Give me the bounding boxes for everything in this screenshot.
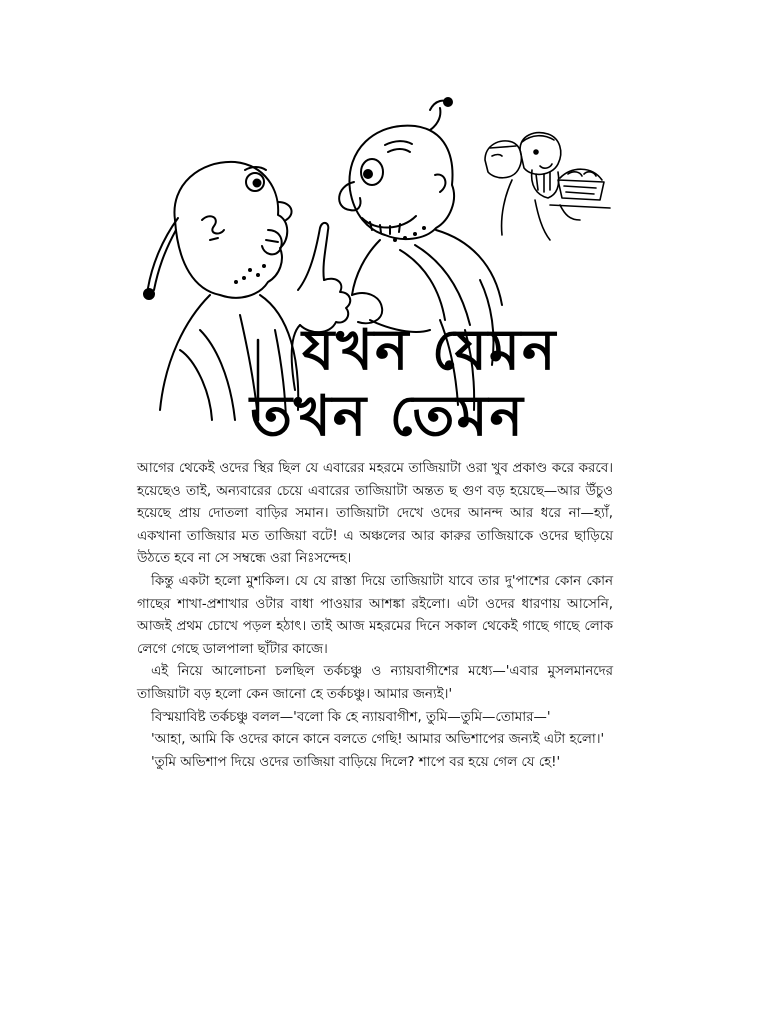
title-line-2: তখন তেমন	[250, 384, 525, 449]
paragraph: এই নিয়ে আলোচনা চলছিল তর্কচঞ্চু ও ন্যায়বাগীশের মধ্যে—'এবার মুসলমানদের তাজিয়াটা বড় হলো কেন জানো হে তর্কচঞ্চু। আমার জন্যই।'	[137, 664, 613, 702]
paragraph: 'আহা, আমি কি ওদের কানে কানে বলতে গেছি! আমার অভিশাপের জন্যই এটা হলো।'	[151, 732, 605, 748]
paragraph: আগের থেকেই ওদের স্থির ছিল যে এবারের মহরমে তাজিয়াটা ওরা খুব প্রকাণ্ড করে করবে। হয়েছেও তাই, অন্যবারের চেয়ে এবারের তাজিয়াটা অন্তত ছ গুণ বড় হয়েছে—আর উঁচুও হয়েছে প্রায় দোতলা বাড়ির সমান। তাজিয়াটা দেখে ওদের আনন্দ আর ধরে না—হ্যাঁ, একখানা তাজিয়ার মত তাজিয়া বটে! এ অঞ্চলের আর কারুর তাজিয়াকে ওদের ছাড়িয়ে উঠতে হবে না সে সম্বন্ধে ওরা নিঃসন্দেহ।	[137, 461, 613, 567]
background-figures-drawing	[485, 133, 610, 240]
paragraph: বিস্ময়াবিষ্ট তর্কচঞ্চু বলল—'বলো কি হে ন্যায়বাগীশ, তুমি—তুমি—তোমার—'	[151, 709, 551, 725]
title-line-1: যখন যেমন	[302, 318, 558, 383]
story-title	[250, 318, 610, 450]
paragraph: 'তুমি অভিশাপ দিয়ে ওদের তাজিয়া বাড়িয়ে দিলে? শাপে বর হয়ে গেল যে হে!'	[151, 754, 561, 770]
story-body	[137, 458, 613, 774]
paragraph: কিন্তু একটা হলো মুশকিল। যে যে রাস্তা দিয়ে তাজিয়াটা যাবে তার দু'পাশের কোন কোন গাছের শাখা-প্রশাখার ওটার বাধা পাওয়ার আশঙ্কা রইলো। এটা ওদের ধারণায় আসেনি, আজই প্রথম চোখে পড়ল হঠাৎ। তাই আজ মহরমের দিনে সকাল থেকেই গাছে গাছে লোক লেগে গেছে ডালপালা ছাঁটার কাজে।	[137, 573, 613, 657]
